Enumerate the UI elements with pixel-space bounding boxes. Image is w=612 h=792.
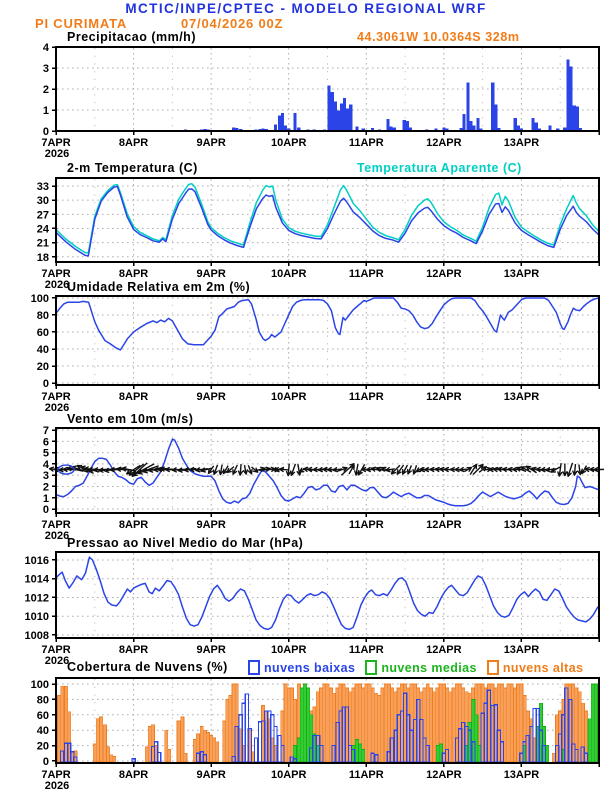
svg-text:7APR: 7APR (41, 268, 71, 280)
svg-text:0: 0 (42, 126, 49, 138)
svg-text:40: 40 (36, 344, 49, 357)
station-name: PI CURIMATA (35, 16, 128, 31)
svg-text:30: 30 (36, 195, 49, 208)
svg-text:3: 3 (42, 470, 49, 483)
svg-text:80: 80 (36, 309, 49, 322)
svg-text:13APR: 13APR (503, 268, 540, 280)
svg-text:60: 60 (36, 326, 49, 339)
svg-text:2026: 2026 (44, 780, 70, 792)
svg-text:1012: 1012 (24, 592, 49, 605)
svg-text:11APR: 11APR (348, 644, 384, 656)
svg-text:9APR: 9APR (196, 769, 226, 781)
svg-text:60: 60 (36, 709, 49, 722)
panel-pressure-plot (25, 552, 599, 667)
run-datetime: 07/04/2026 00Z (181, 16, 284, 31)
svg-text:9APR: 9APR (196, 137, 226, 149)
svg-text:0: 0 (42, 755, 49, 768)
panel-title-wind: Vento em 10m (m/s) (67, 412, 194, 426)
svg-text:10APR: 10APR (270, 268, 307, 280)
svg-text:9APR: 9APR (196, 644, 226, 656)
legend-label-mid-clouds: nuvens medias (381, 660, 477, 675)
svg-text:10APR: 10APR (270, 519, 307, 531)
svg-text:18: 18 (36, 251, 49, 264)
svg-text:40: 40 (36, 725, 49, 738)
svg-text:9APR: 9APR (196, 268, 226, 280)
panel-title-humidity: Umidade Relativa em 2m (%) (67, 280, 251, 294)
svg-text:2026: 2026 (44, 530, 70, 542)
station-coordinates: 44.3061W 10.0364S 328m (357, 30, 520, 44)
svg-text:21: 21 (36, 237, 49, 250)
svg-text:13APR: 13APR (503, 769, 540, 781)
svg-text:12APR: 12APR (426, 137, 462, 149)
svg-text:8APR: 8APR (118, 519, 149, 531)
svg-text:11APR: 11APR (348, 519, 384, 531)
svg-text:2026: 2026 (44, 279, 70, 291)
svg-text:10APR: 10APR (270, 644, 307, 656)
svg-text:7APR: 7APR (41, 391, 71, 403)
svg-text:10APR: 10APR (270, 391, 307, 403)
svg-text:11APR: 11APR (348, 391, 384, 403)
svg-text:33: 33 (36, 181, 49, 194)
svg-text:5: 5 (42, 447, 49, 460)
svg-text:7: 7 (42, 425, 49, 438)
svg-text:13APR: 13APR (503, 137, 540, 149)
svg-text:7APR: 7APR (41, 769, 71, 781)
svg-text:1014: 1014 (24, 573, 49, 586)
svg-text:20: 20 (36, 361, 49, 374)
svg-text:80: 80 (36, 694, 49, 707)
svg-text:8APR: 8APR (118, 137, 149, 149)
svg-text:3: 3 (42, 63, 49, 75)
svg-text:12APR: 12APR (426, 519, 462, 531)
legend-label-high-clouds: nuvens altas (502, 660, 584, 675)
panel-wind-plot (41, 425, 604, 542)
svg-text:8APR: 8APR (118, 769, 149, 781)
svg-text:11APR: 11APR (348, 769, 384, 781)
panel-title-clouds: Cobertura de Nuvens (%) (67, 660, 228, 674)
svg-text:2026: 2026 (44, 402, 70, 414)
svg-text:1: 1 (42, 105, 49, 117)
svg-text:10APR: 10APR (270, 137, 307, 149)
svg-text:1016: 1016 (24, 554, 49, 567)
svg-text:11APR: 11APR (348, 268, 384, 280)
svg-text:12APR: 12APR (426, 644, 462, 656)
svg-text:6: 6 (42, 436, 49, 449)
svg-text:24: 24 (36, 223, 49, 236)
svg-text:1010: 1010 (24, 611, 49, 624)
page-title: MCTIC/INPE/CPTEC - MODELO REGIONAL WRF (125, 1, 487, 16)
svg-text:7APR: 7APR (41, 137, 71, 149)
panel-precipitation-plot (41, 42, 599, 160)
svg-text:4: 4 (42, 42, 49, 54)
svg-text:12APR: 12APR (426, 391, 462, 403)
svg-text:100: 100 (30, 292, 49, 305)
svg-text:13APR: 13APR (503, 644, 540, 656)
svg-text:27: 27 (36, 209, 49, 222)
svg-text:2026: 2026 (44, 148, 70, 160)
panel-title-pressure: Pressao ao Nivel Medio do Mar (hPa) (67, 536, 304, 550)
svg-text:20: 20 (36, 740, 49, 753)
svg-text:13APR: 13APR (503, 519, 540, 531)
svg-text:11APR: 11APR (348, 137, 384, 149)
svg-text:4: 4 (42, 458, 49, 471)
svg-text:8APR: 8APR (118, 391, 149, 403)
legend-label-low-clouds: nuvens baixas (264, 660, 356, 675)
svg-text:1008: 1008 (24, 629, 49, 642)
svg-text:7APR: 7APR (41, 644, 71, 656)
svg-text:12APR: 12APR (426, 268, 462, 280)
panel-temperature-plot (37, 178, 599, 291)
svg-text:1: 1 (42, 492, 49, 505)
svg-text:10APR: 10APR (270, 769, 307, 781)
svg-text:0: 0 (42, 378, 49, 391)
panel-humidity-plot (31, 293, 599, 414)
svg-text:8APR: 8APR (118, 268, 149, 280)
svg-text:2: 2 (42, 481, 49, 494)
svg-text:100: 100 (30, 679, 49, 692)
svg-text:7APR: 7APR (41, 519, 71, 531)
panel-clouds-plot (31, 678, 599, 792)
panel-title-precipitation: Precipitacao (mm/h) (67, 30, 196, 44)
svg-text:2: 2 (42, 84, 49, 96)
svg-text:9APR: 9APR (196, 391, 226, 403)
svg-text:13APR: 13APR (503, 391, 540, 403)
svg-text:9APR: 9APR (196, 519, 226, 531)
panel-title-temperature: 2-m Temperatura (C) (67, 161, 198, 175)
svg-text:2026: 2026 (44, 655, 70, 667)
svg-text:12APR: 12APR (426, 769, 462, 781)
svg-text:0: 0 (42, 504, 49, 517)
svg-text:8APR: 8APR (118, 644, 149, 656)
apparent-temperature-label: Temperatura Aparente (C) (357, 161, 522, 175)
